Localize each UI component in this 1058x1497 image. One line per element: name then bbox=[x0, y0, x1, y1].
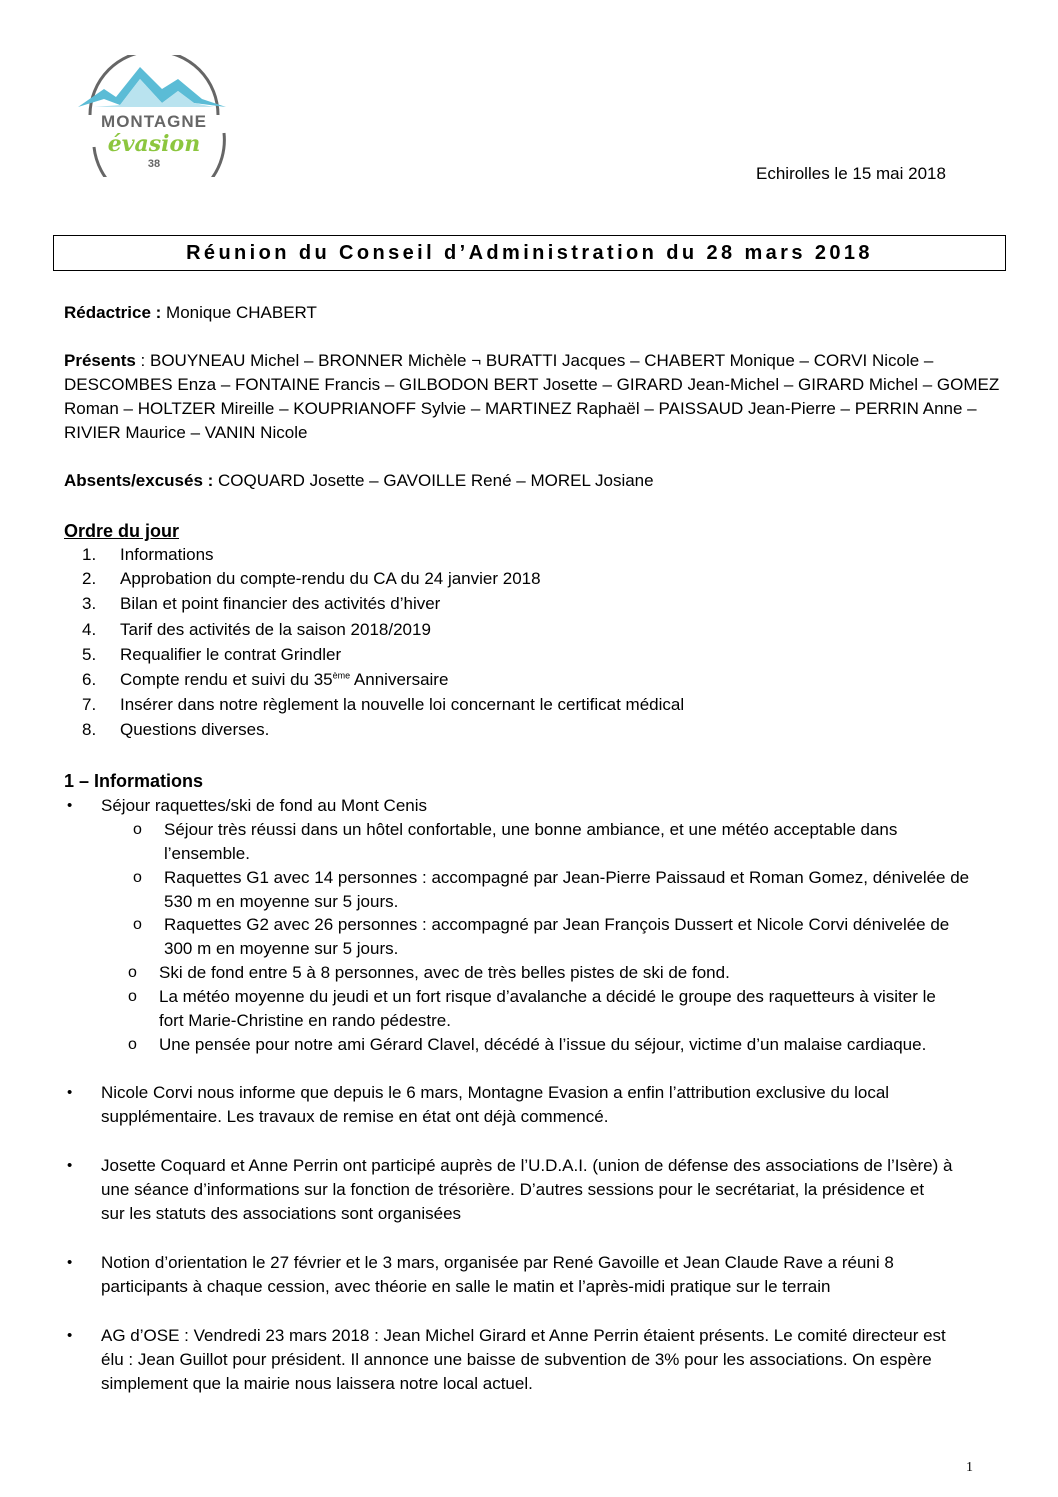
bullet-icon: • bbox=[67, 797, 73, 814]
ordre-item bbox=[120, 668, 448, 692]
ordre-item-after: Anniversaire bbox=[350, 670, 449, 689]
logo-text-38: 38 bbox=[147, 158, 161, 170]
bullet-5-text: élu : Jean Guillot pour président. Il annonce une baisse de subvention de 3% pour les associations. On espère bbox=[101, 1350, 932, 1369]
sub-item-text: Raquettes G2 avec 26 personnes : accompagné par Jean François Dussert et Nicole Corvi dénivelée de bbox=[164, 915, 950, 934]
presents-line-2: DESCOMBES Enza – FONTAINE Francis – GILBODON BERT Josette – GIRARD Jean-Michel – GIRARD Michel – GOMEZ bbox=[64, 375, 1000, 394]
ordre-num: 4. bbox=[82, 620, 97, 639]
sub-bullet-icon: o bbox=[133, 916, 142, 933]
bullet-icon: • bbox=[67, 1327, 73, 1344]
logo-text-evasion: évasion bbox=[107, 131, 201, 157]
ordre-item-sup: ème bbox=[332, 670, 351, 681]
ordre-item: Informations bbox=[120, 545, 214, 564]
absents-value: COQUARD Josette – GAVOILLE René – MOREL Josiane bbox=[213, 471, 654, 490]
bullet-1-text: Séjour raquettes/ski de fond au Mont Cenis bbox=[101, 796, 428, 815]
sub-item-text: Raquettes G1 avec 14 personnes : accompagné par Jean-Pierre Paissaud et Roman Gomez, dénivelée de bbox=[164, 868, 970, 887]
document-title: Réunion du Conseil d’Administration du 28 mars 2018 bbox=[186, 241, 873, 264]
logo-text-montagne: MONTAGNE bbox=[101, 112, 207, 131]
section1-heading: 1 – Informations bbox=[64, 771, 204, 791]
sub-item-text: 530 m en moyenne sur 5 jours. bbox=[164, 892, 399, 911]
sub-bullet-icon: o bbox=[133, 821, 142, 838]
bullet-4-text: participants à chaque cession, avec théorie en salle le matin et l’après-midi pratique sur le terrain bbox=[101, 1277, 831, 1296]
ordre-item-text: Compte rendu et suivi du 35 bbox=[120, 670, 333, 689]
ordre-heading: Ordre du jour bbox=[64, 521, 180, 541]
sub-item-text: La météo moyenne du jeudi et un fort risque d’avalanche a décidé le groupe des raquetteurs à visiter le bbox=[159, 987, 936, 1006]
sub-item-text: Ski de fond entre 5 à 8 personnes, avec de très belles pistes de ski de fond. bbox=[159, 963, 730, 982]
bullet-4-text: Notion d’orientation le 27 février et le 3 mars, organisée par René Gavoille et Jean Claude Rave a réuni 8 bbox=[101, 1253, 894, 1272]
bullet-2-text: Nicole Corvi nous informe que depuis le 6 mars, Montagne Evasion a enfin l’attribution exclusive du local bbox=[101, 1083, 890, 1102]
page-number: 1 bbox=[966, 1460, 973, 1475]
absents-line bbox=[64, 469, 654, 493]
redactrice-line bbox=[64, 301, 317, 325]
bullet-3-text: sur les statuts des associations sont organisées bbox=[101, 1204, 462, 1223]
ordre-num: 7. bbox=[82, 695, 97, 714]
presents-label: Présents bbox=[64, 351, 136, 370]
bullet-icon: • bbox=[67, 1254, 73, 1271]
ordre-item: Requalifier le contrat Grindler bbox=[120, 645, 342, 664]
bullet-icon: • bbox=[67, 1157, 73, 1174]
absents-label: Absents/excusés : bbox=[64, 471, 214, 490]
title-box bbox=[53, 235, 1006, 271]
montagne-evasion-logo bbox=[74, 55, 234, 177]
sub-bullet-icon: o bbox=[128, 988, 137, 1005]
presents-line-3: Roman – HOLTZER Mireille – KOUPRIANOFF Sylvie – MARTINEZ Raphaël – PAISSAUD Jean-Pierre – PERRIN Anne – bbox=[64, 399, 977, 418]
ordre-num: 1. bbox=[82, 545, 97, 564]
section1-heading-line bbox=[64, 769, 203, 794]
redactrice-label: Rédactrice : bbox=[64, 303, 162, 322]
document-date: Echirolles le 15 mai 2018 bbox=[756, 164, 946, 183]
sub-item-text: l’ensemble. bbox=[164, 844, 250, 863]
ordre-num: 3. bbox=[82, 594, 97, 613]
sub-item-text: 300 m en moyenne sur 5 jours. bbox=[164, 939, 399, 958]
ordre-item: Bilan et point financier des activités d’hiver bbox=[120, 594, 441, 613]
ordre-num: 6. bbox=[82, 670, 97, 689]
presents-line-4: RIVIER Maurice – VANIN Nicole bbox=[64, 423, 308, 442]
sub-bullet-icon: o bbox=[128, 964, 137, 981]
bullet-2-text: supplémentaire. Les travaux de remise en état ont déjà commencé. bbox=[101, 1107, 609, 1126]
ordre-num: 8. bbox=[82, 720, 97, 739]
redactrice-value: Monique CHABERT bbox=[161, 303, 317, 322]
ordre-item: Insérer dans notre règlement la nouvelle loi concernant le certificat médical bbox=[120, 695, 685, 714]
ordre-num: 5. bbox=[82, 645, 97, 664]
ordre-num: 2. bbox=[82, 569, 97, 588]
ordre-heading-line bbox=[64, 519, 179, 544]
ordre-item: Questions diverses. bbox=[120, 720, 270, 739]
sub-item-text: Séjour très réussi dans un hôtel confortable, une bonne ambiance, et une météo acceptable dans bbox=[164, 820, 898, 839]
sub-bullet-icon: o bbox=[133, 869, 142, 886]
ordre-item: Approbation du compte-rendu du CA du 24 janvier 2018 bbox=[120, 569, 541, 588]
sub-item-text: Une pensée pour notre ami Gérard Clavel, décédé à l’issue du séjour, victime d’un malaise cardiaque. bbox=[159, 1035, 927, 1054]
bullet-5-text: AG d’OSE : Vendredi 23 mars 2018 : Jean Michel Girard et Anne Perrin étaient présents. Le comité directeur est bbox=[101, 1326, 946, 1345]
bullet-icon: • bbox=[67, 1084, 73, 1101]
sub-bullet-icon: o bbox=[128, 1036, 137, 1053]
ordre-item: Tarif des activités de la saison 2018/2019 bbox=[120, 620, 431, 639]
bullet-3-text: Josette Coquard et Anne Perrin ont participé auprès de l’U.D.A.I. (union de défense des associations de l’Isère) à bbox=[101, 1156, 953, 1175]
presents-text: : BOUYNEAU Michel – BRONNER Michèle ¬ BURATTI Jacques – CHABERT Monique – CORVI Nicole – bbox=[135, 351, 934, 370]
bullet-5-text: simplement que la mairie nous laissera notre local actuel. bbox=[101, 1374, 533, 1393]
sub-item-text: fort Marie-Christine en rando pédestre. bbox=[159, 1011, 451, 1030]
presents-line-1 bbox=[64, 349, 933, 373]
bullet-3-text: une séance d’informations sur la fonction de trésorière. D’autres sessions pour le secrétariat, la présidence et bbox=[101, 1180, 925, 1199]
